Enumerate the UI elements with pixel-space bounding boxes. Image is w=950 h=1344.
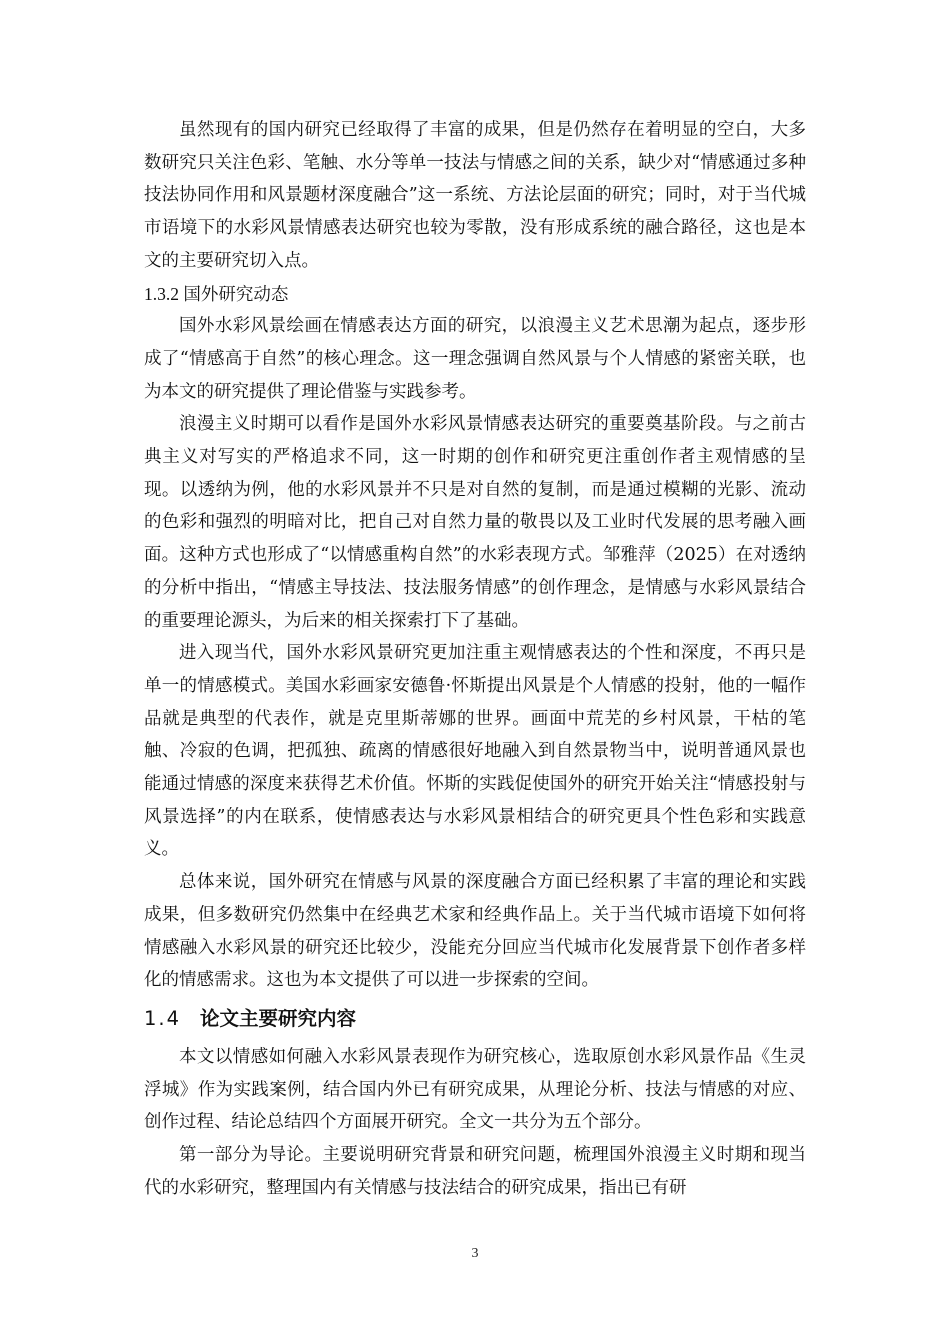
paragraph-foreign-research-origin: 国外水彩风景绘画在情感表达方面的研究，以浪漫主义艺术思潮为起点，逐步形成了“情感高于自然”的核心理念。这一理念强调自然风景与个人情感的紧密关联，也为本文的研究提供了理论借鉴与实践参考。 — [144, 316, 806, 402]
paragraph-part-one: 第一部分为导论。主要说明研究背景和研究问题，梳理国外浪漫主义时期和现当代的水彩研究，整理国内有关情感与技法结合的研究成果，指出已有研 — [144, 1145, 806, 1198]
paragraph-domestic-research-gap: 虽然现有的国内研究已经取得了丰富的成果，但是仍然存在着明显的空白，大多数研究只关注色彩、笔触、水分等单一技法与情感之间的关系，缺少对“情感通过多种技法协同作用和风景题材深度融合”这一系统、方法论层面的研究；同时，对于当代城市语境下的水彩风景情感表达研究也较为零散，没有形成系统的融合路径，这也是本文的主要研究切入点。 — [144, 120, 806, 271]
subsection-heading: 1.3.2 国外研究动态 — [144, 283, 289, 304]
section-title: 论文主要研究内容 — [200, 1006, 357, 1030]
paragraph-foreign-summary: 总体来说，国外研究在情感与风景的深度融合方面已经积累了丰富的理论和实践成果，但多数研究仍然集中在经典艺术家和经典作品上。关于当代城市语境下如何将情感融入水彩风景的研究还比较少，没能充分回应当代城市化发展背景下创作者多样化的情感需求。这也为本文提供了可以进一步探索的空间。 — [144, 872, 806, 991]
section-number: 1.4 — [144, 1006, 182, 1030]
document-body — [144, 114, 806, 1205]
paragraph-romanticism-period: 浪漫主义时期可以看作是国外水彩风景情感表达研究的重要奠基阶段。与之前古典主义对写实的严格追求不同，这一时期的创作和研究更注重创作者主观情感的呈现。以透纳为例，他的水彩风景并不只是对自然的复制，而是通过模糊的光影、流动的色彩和强烈的明暗对比，把自己对自然力量的敬畏以及工业时代发展的思考融入画面。这种方式也形成了“以情感重构自然”的水彩表现方式。邹雅萍（2025）在对透纳的分析中指出，“情感主导技法、技法服务情感”的创作理念，是情感与水彩风景结合的重要理论源头，为后来的相关探索打下了基础。 — [144, 414, 806, 631]
paragraph-research-content: 本文以情感如何融入水彩风景表现作为研究核心，选取原创水彩风景作品《生灵浮城》作为实践案例，结合国内外已有研究成果，从理论分析、技法与情感的对应、创作过程、结论总结四个方面展开研究。全文一共分为五个部分。 — [144, 1046, 806, 1133]
paragraph-modern-contemporary: 进入现当代，国外水彩风景研究更加注重主观情感表达的个性和深度，不再只是单一的情感模式。美国水彩画家安德鲁·怀斯提出风景是个人情感的投射，他的一幅作品就是典型的代表作，就是克里斯蒂娜的世界。画面中荒芜的乡村风景，干枯的笔触、冷寂的色调，把孤独、疏离的情感很好地融入到自然景物当中，说明普通风景也能通过情感的深度来获得艺术价值。怀斯的实践促使国外的研究开始关注“情感投射与风景选择”的内在联系，使情感表达与水彩风景相结合的研究更具个性色彩和实践意义。 — [144, 643, 806, 860]
section-heading — [144, 997, 806, 1041]
page-number: 3 — [471, 1246, 479, 1261]
